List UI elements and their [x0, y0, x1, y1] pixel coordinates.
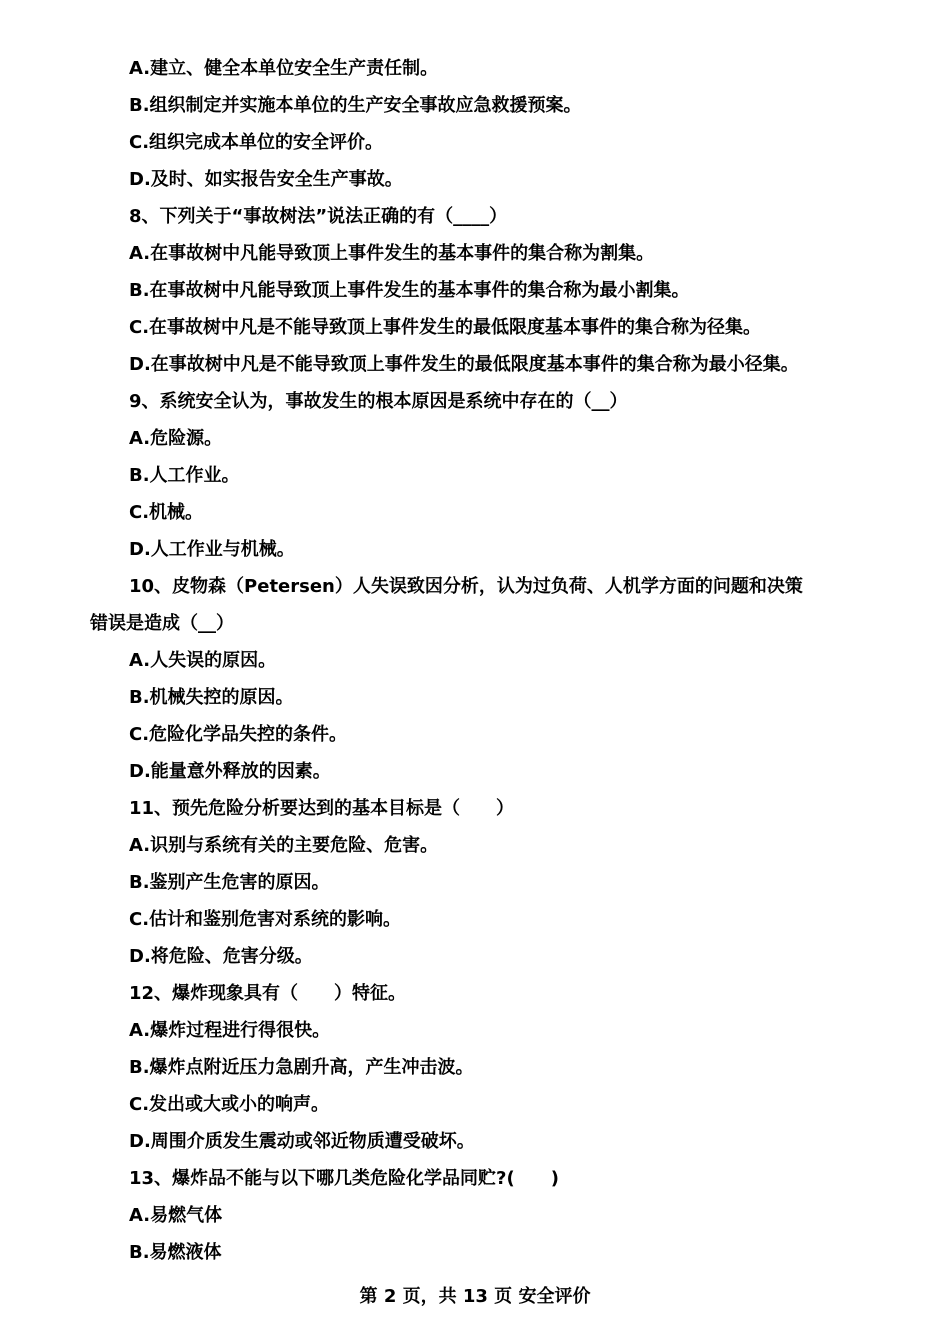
question-10-line-2: 错误是造成（__）: [90, 613, 234, 634]
option-a-line: A.建立、健全本单位安全生产责任制。: [129, 58, 439, 79]
question-8: 8、下列关于“事故树法”说法正确的有（____）: [129, 206, 508, 227]
q9-option-c: C.机械。: [129, 502, 204, 523]
q10-option-d: D.能量意外释放的因素。: [129, 761, 331, 782]
q8-option-b: B.在事故树中凡能导致顶上事件发生的基本事件的集合称为最小割集。: [129, 280, 690, 301]
option-b-line: B.组织制定并实施本单位的生产安全事故应急救援预案。: [129, 95, 582, 116]
q9-option-a: A.危险源。: [129, 428, 223, 449]
question-12: 12、爆炸现象具有（ ）特征。: [129, 983, 407, 1004]
option-c-line: C.组织完成本单位的安全评价。: [129, 132, 384, 153]
question-9: 9、系统安全认为，事故发生的根本原因是系统中存在的（__）: [129, 391, 628, 412]
q8-option-d: D.在事故树中凡是不能导致顶上事件发生的最低限度基本事件的集合称为最小径集。: [129, 354, 799, 375]
q10-option-c: C.危险化学品失控的条件。: [129, 724, 348, 745]
q8-option-c: C.在事故树中凡是不能导致顶上事件发生的最低限度基本事件的集合称为径集。: [129, 317, 762, 338]
option-d-line: D.及时、如实报告安全生产事故。: [129, 169, 403, 190]
q10-option-a: A.人失误的原因。: [129, 650, 277, 671]
q11-option-b: B.鉴别产生危害的原因。: [129, 872, 330, 893]
body-text: [90, 50, 870, 1271]
q12-option-c: C.发出或大或小的响声。: [129, 1094, 330, 1115]
q13-option-b: B.易燃液体: [129, 1242, 222, 1263]
page-footer: 第 2 页，共 13 页 安全评价: [359, 1286, 591, 1307]
q12-option-d: D.周围介质发生震动或邻近物质遭受破坏。: [129, 1131, 475, 1152]
q10-option-b: B.机械失控的原因。: [129, 687, 294, 708]
q8-option-a: A.在事故树中凡能导致顶上事件发生的基本事件的集合称为割集。: [129, 243, 655, 264]
q13-option-a: A.易燃气体: [129, 1205, 223, 1226]
q9-option-b: B.人工作业。: [129, 465, 240, 486]
q11-option-d: D.将危险、危害分级。: [129, 946, 313, 967]
q11-option-c: C.估计和鉴别危害对系统的影响。: [129, 909, 402, 930]
question-10-line-1: 10、皮物森（Petersen）人失误致因分析，认为过负荷、人机学方面的问题和决策: [129, 576, 803, 597]
question-13: 13、爆炸品不能与以下哪几类危险化学品同贮?( ): [129, 1168, 559, 1189]
q11-option-a: A.识别与系统有关的主要危险、危害。: [129, 835, 439, 856]
q9-option-d: D.人工作业与机械。: [129, 539, 295, 560]
q12-option-a: A.爆炸过程进行得很快。: [129, 1020, 331, 1041]
question-11: 11、预先危险分析要达到的基本目标是（ ）: [129, 798, 515, 819]
q12-option-b: B.爆炸点附近压力急剧升高，产生冲击波。: [129, 1057, 474, 1078]
